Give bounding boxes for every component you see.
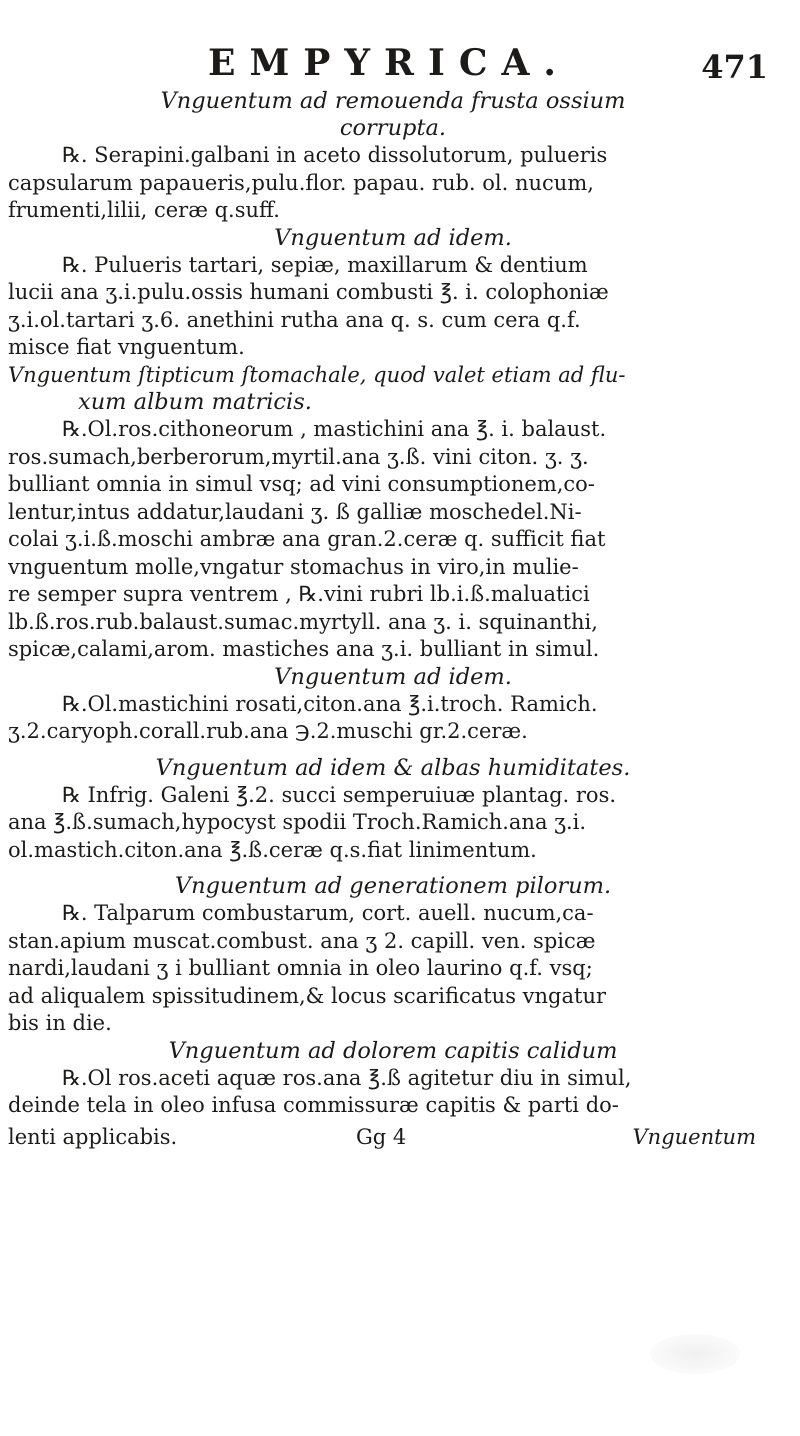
text-line: re semper supra ventrem , ℞.vini rubri lb.i.ß.maluatici [8,582,590,606]
section-stipticum [8,362,778,664]
page-number: 471 [701,48,768,86]
last-text-line: lenti applicabis. [8,1124,178,1149]
text-line: ℞. Pulueris tartari, sepiæ, maxillarum & dentium [62,252,588,277]
section-heading: Vnguentum ad idem. [274,663,512,690]
text-line: stan.apium muscat.combust. ana ʒ 2. capill. ven. spicæ [8,928,596,953]
text-line: ol.mastich.citon.ana ℥.ß.ceræ q.s.fiat linimentum. [8,837,537,862]
section-heading: Vnguentum ad idem & albas humiditates. [155,754,631,781]
text-line: lucii ana ʒ.i.pulu.ossis humani combusti ℥. i. colophoniæ [8,280,609,304]
text-line: vnguentum molle,vngatur stomachus in viro,in mulie- [8,554,579,579]
section-dolorem-capitis [8,1038,778,1120]
section-heading-cont: corrupta. [339,115,447,141]
text-line: bulliant omnia in simul vsq; ad vini consumptionem,co- [8,472,595,496]
section-heading: Vnguentum ad idem. [274,224,512,251]
section-heading-cont: xum album matricis. [78,389,312,415]
text-line: ad aliqualem spissitudinem,& locus scarificatus vngatur [8,983,607,1008]
running-head [8,38,778,88]
text-line: capsularum papaueris,pulu.flor. papau. rub. ol. nucum, [8,170,594,195]
section-albas-humiditates [8,755,778,865]
signature-mark: Gg 4 [356,1124,407,1149]
section-ad-idem-1 [8,225,778,362]
section-remouenda-frusta [8,88,778,225]
section-heading: Vnguentum ad dolorem capitis calidum [168,1037,618,1064]
text-line: ℞.Ol.mastichini rosati,citon.ana ℥.i.troch. Ramich. [62,691,598,716]
text-line: misce fiat vnguentum. [8,335,245,359]
text-line: ℞. Talparum combustarum, cort. auell. nucum,ca- [62,901,594,925]
catchword: Vnguentum [632,1124,756,1149]
running-title: EMPYRICA. [208,42,570,84]
text-line: ʒ.2.caryoph.corall.rub.ana ℈.2.muschi gr.2.ceræ. [8,719,528,743]
text-line: ana ℥.ß.sumach,hypocyst spodii Troch.Ramich.ana ʒ.i. [8,810,587,834]
text-line: spicæ,calami,arom. mastiches ana ʒ.i. bulliant in simul. [8,637,600,661]
text-line: ros.sumach,berberorum,myrtil.ana ʒ.ß. vini citon. ʒ. ʒ. [8,444,589,469]
section-heading: Vnguentum ad generationem pilorum. [174,873,612,899]
page-footer [8,1124,778,1158]
section-heading: Vnguentum ad remouenda frusta ossium [160,88,626,114]
text-line: ℞ Infrig. Galeni ℥.2. succi semperuiuæ plantag. ros. [62,782,617,807]
text-line: ʒ.i.ol.tartari ʒ.6. anethini rutha ana q. s. cum cera q.f. [8,307,581,332]
text-line: ℞. Serapini.galbani in aceto dissolutorum, pulueris [62,143,608,167]
text-line: bis in die. [8,1011,112,1035]
spacer [8,864,778,873]
text-line: lb.ß.ros.rub.balaust.sumac.myrtyll. ana ʒ. i. squinanthi, [8,609,598,634]
text-line: nardi,laudani ʒ i bulliant omnia in oleo laurino q.f. vsq; [8,956,593,980]
paper-stain [650,1334,740,1374]
text-line: deinde tela in oleo infusa commissuræ capitis & parti do- [8,1093,619,1117]
section-generationem-pilorum [8,873,778,1038]
text-line: frumenti,lilii, ceræ q.suff. [8,198,280,222]
text-line: lentur,intus addatur,laudani ʒ. ß galliæ moschedel.Ni- [8,499,582,524]
text-line: colai ʒ.i.ß.moschi ambræ ana gran.2.ceræ q. sufficit fiat [8,527,606,551]
text-line: ℞.Ol ros.aceti aquæ ros.ana ℥.ß agitetur diu in simul, [62,1065,632,1090]
text-line: ℞.Ol.ros.cithoneorum , mastichini ana ℥. i. balaust. [62,417,607,441]
section-heading: Vnguentum ſtipticum ſtomachale, quod valet etiam ad flu- [8,362,626,387]
section-ad-idem-2 [8,664,778,746]
spacer [8,746,778,755]
